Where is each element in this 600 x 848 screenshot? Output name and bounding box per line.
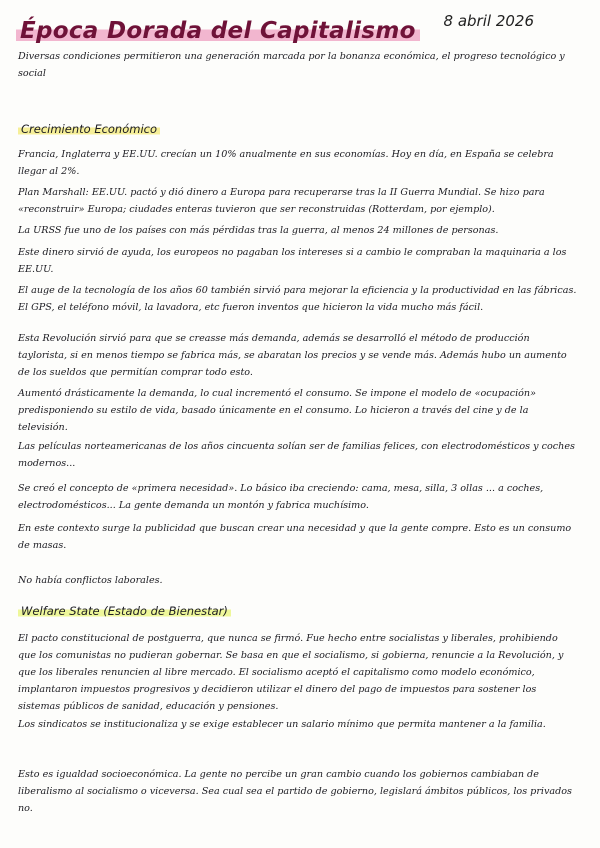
paragraph-10: En este contexto surge la publicidad que buscan crear una necesidad y que la gente compre. Esto es un consumo de masas. bbox=[18, 523, 572, 551]
intro-paragraph: Diversas condiciones permitieron una generación marcada por la bonanza económica, el progreso tecnológico y social bbox=[18, 51, 565, 79]
paragraph-7: Aumentó drásticamente la demanda, lo cual incrementó el consumo. Se impone el modelo de «ocupación» predisponiendo su estilo de vida, basado únicamente en el consumo. Lo hicieron a través del cine y de la televisión. bbox=[18, 388, 536, 433]
page-title: Época Dorada del Capitalismo bbox=[16, 18, 420, 44]
paragraph-14: Esto es igualdad socioeconómica. La gente no percibe un gran cambio cuando los gobiernos cambiaban de liberalismo al socialismo o viceversa. Sea cual sea el partido de gobierno, legislará ámbitos públicos, los privados no. bbox=[18, 769, 572, 814]
paragraph-11: No había conflictos laborales. bbox=[18, 575, 163, 586]
date-label: 8 abril 2026 bbox=[443, 12, 534, 30]
paragraph-1: Francia, Inglaterra y EE.UU. crecían un 10% anualmente en sus economías. Hoy en día, en España se celebra llegar al 2%. bbox=[18, 149, 554, 177]
paragraph-13: Los sindicatos se institucionaliza y se exige establecer un salario mínimo que permita mantener a la familia. bbox=[18, 719, 546, 730]
paragraph-5: El auge de la tecnología de los años 60 también sirvió para mejorar la eficiencia y la productividad en las fábricas. El GPS, el teléfono móvil, la lavadora, etc fueron inventos que hicieron la vida mucho más fácil. bbox=[18, 285, 577, 313]
section-heading-crecimiento: Crecimiento Económico bbox=[18, 122, 160, 136]
paragraph-4: Este dinero sirvió de ayuda, los europeos no pagaban los intereses si a cambio le compraban la maquinaria a los EE.UU. bbox=[18, 247, 567, 275]
title-block bbox=[16, 18, 420, 44]
paragraph-3: La URSS fue uno de los países con más pérdidas tras la guerra, al menos 24 millones de personas. bbox=[18, 225, 499, 236]
paragraph-6: Esta Revolución sirvió para que se creasse más demanda, además se desarrolló el método de producción taylorista, si en menos tiempo se fabrica más, se abaratan los precios y se vende más. Además hubo un aumento de los sueldos que permitían comprar todo esto. bbox=[18, 333, 567, 378]
section-heading-welfare: Welfare State (Estado de Bienestar) bbox=[18, 604, 231, 618]
paragraph-2: Plan Marshall: EE.UU. pactó y dió dinero a Europa para recuperarse tras la II Guerra Mundial. Se hizo para «reconstruir» Europa; ciudades enteras tuvieron que ser reconstruidas (Rotterdam, por ejemplo). bbox=[18, 187, 545, 215]
paragraph-8: Las películas norteamericanas de los años cincuenta solían ser de familias felices, con electrodomésticos y coches modernos... bbox=[18, 441, 575, 469]
paragraph-12: El pacto constitucional de postguerra, que nunca se firmó. Fue hecho entre socialistas y liberales, prohibiendo que los comunistas no pudieran gobernar. Se basa en que el socialismo, si gobierna, renuncie a la Revolución, y que los liberales renuncien al libre mercado. El socialismo aceptó el capitalismo como modelo económico, implantaron impuestos progresivos y decidieron utilizar el dinero del pago de impuestos para sostener los sistemas públicos de sanidad, educación y pensiones. bbox=[18, 633, 564, 712]
paragraph-9: Se creó el concepto de «primera necesidad». Lo básico iba creciendo: cama, mesa, silla, 3 ollas ... a coches, electrodomésticos... La gente demanda un montón y fabrica muchísimo. bbox=[18, 483, 544, 511]
